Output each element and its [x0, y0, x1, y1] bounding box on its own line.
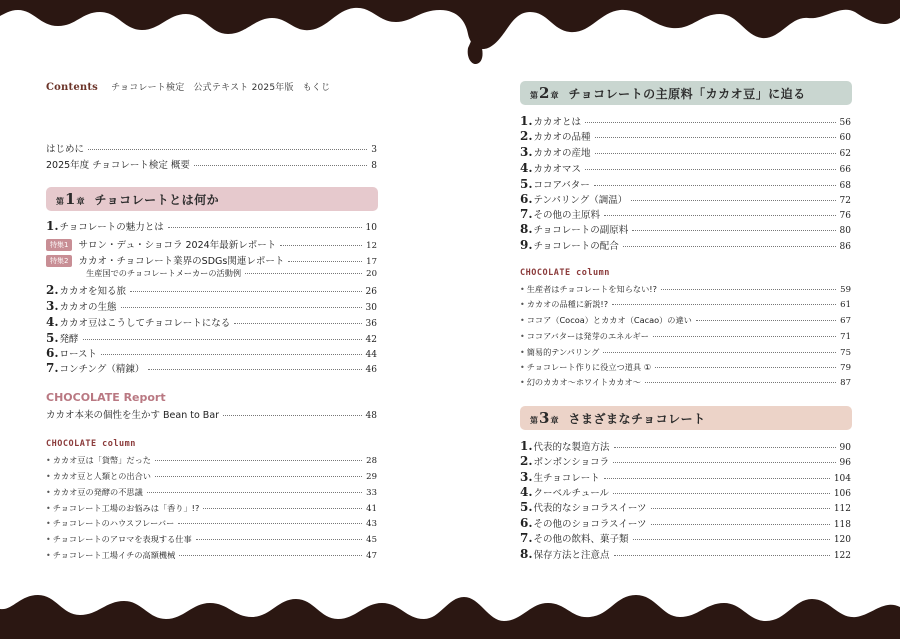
column-entry[interactable]: • カカオ豆と人類との出合い 29	[46, 471, 377, 482]
entry-title: カカオを知る旅	[59, 286, 127, 297]
entry-title: カカオとは	[533, 117, 582, 128]
entry-title: その他のショコラスイーツ	[533, 519, 647, 530]
entry-page: 30	[365, 303, 377, 313]
toc-entry[interactable]: 3. カカオの産地 62	[520, 145, 851, 159]
entry-title: カカオ豆はこうしてチョコレートになる	[59, 318, 231, 329]
entry-title: その他の主原料	[533, 210, 601, 221]
entry-page: 42	[365, 335, 377, 345]
entry-title: サロン・デュ・ショコラ 2024年最新レポート	[78, 240, 277, 251]
column-entry[interactable]: • チョコレート工場イチの高額機械 47	[46, 550, 377, 561]
toc-entry[interactable]: 3. 生チョコレート 104	[520, 470, 851, 484]
toc-entry[interactable]: 1. チョコレートの魅力とは 10	[46, 219, 377, 233]
entry-page: 112	[833, 504, 851, 514]
toc-entry[interactable]	[46, 157, 377, 171]
entry-page: 120	[833, 535, 851, 545]
entry-title: カカオ・チョコレート業界のSDGs関連レポート	[78, 256, 285, 267]
toc-entry[interactable]: 2. カカオを知る旅 26	[46, 283, 377, 297]
entry-page: 79	[840, 363, 851, 373]
toc-entry[interactable]: 8. チョコレートの副原料 80	[520, 222, 851, 236]
entry-title: 発酵	[59, 334, 79, 345]
entry-title: カカオの品種に新説!?	[526, 299, 609, 309]
entry-page: 8	[371, 161, 377, 171]
feature-tag: 特集1	[46, 239, 72, 251]
entry-page: 118	[833, 520, 851, 530]
entry-title: 保存方法と注意点	[533, 550, 610, 561]
column-entry[interactable]: • 生産者はチョコレートを知らない!? 59	[520, 284, 851, 295]
toc-entry[interactable]: 1. カカオとは 56	[520, 114, 851, 128]
entry-page: 106	[833, 489, 851, 499]
entry-title: テンパリング（調温）	[533, 195, 628, 206]
toc-entry[interactable]: 2. カカオの品種 60	[520, 129, 851, 143]
entry-title: 代表的な製造方法	[533, 442, 610, 453]
toc-entry[interactable]	[46, 253, 377, 268]
entry-title: ココア（Cocoa）とカカオ（Cacao）の違い	[526, 315, 692, 325]
entry-title: 2025年度 チョコレート検定 概要	[46, 160, 190, 171]
entry-title: ロースト	[59, 349, 98, 360]
toc-entry[interactable]: 5. 発酵 42	[46, 331, 377, 345]
entry-title: チョコレート作りに役立つ道具 ①	[526, 362, 652, 372]
entry-page: 72	[839, 196, 851, 206]
entry-title: カカオ豆と人類との出合い	[52, 471, 151, 481]
entry-page: 10	[365, 223, 377, 233]
entry-page: 41	[366, 504, 377, 514]
column-heading: CHOCOLATE column	[520, 268, 610, 278]
entry-title: ココアバターは発芽のエネルギー	[526, 331, 649, 341]
entry-page: 59	[840, 285, 851, 295]
entry-page: 12	[366, 241, 377, 251]
toc-entry[interactable]: 9. チョコレートの配合 86	[520, 238, 851, 252]
column-entry[interactable]: • チョコレートのハウスフレーバー 43	[46, 518, 377, 529]
entry-title: 代表的なショコラスイーツ	[533, 503, 647, 514]
toc-entry[interactable]: 7. その他の飲料、菓子類 120	[520, 531, 851, 545]
toc-entry[interactable]: 3. カカオの生態 30	[46, 299, 377, 313]
toc-entry[interactable]	[46, 407, 377, 421]
entry-page: 60	[839, 133, 851, 143]
entry-title: その他の飲料、菓子類	[533, 534, 629, 545]
entry-page: 48	[365, 411, 377, 421]
entry-title: 簡易的テンパリング	[526, 347, 600, 357]
entry-page: 122	[833, 551, 851, 561]
entry-page: 86	[839, 242, 851, 252]
entry-title: カカオ豆は「貨幣」だった	[52, 455, 151, 465]
entry-title: カカオマス	[533, 164, 582, 175]
entry-title: カカオの品種	[533, 132, 591, 143]
column-entry[interactable]: • カカオの品種に新説!? 61	[520, 299, 851, 310]
entry-page: 104	[833, 474, 851, 484]
entry-page: 46	[365, 365, 377, 375]
entry-title: チョコレートの副原料	[533, 225, 629, 236]
entry-page: 44	[365, 350, 377, 360]
toc-entry[interactable]	[46, 141, 377, 155]
toc-entry[interactable]: 5. ココアバター 68	[520, 177, 851, 191]
entry-page: 26	[365, 287, 377, 297]
column-entry[interactable]: • 簡易的テンパリング 75	[520, 347, 851, 358]
toc-entry[interactable]: 5. 代表的なショコラスイーツ 112	[520, 500, 851, 514]
entry-page: 68	[839, 181, 851, 191]
toc-entry[interactable]: 6. ロースト 44	[46, 346, 377, 360]
feature-tag: 特集2	[46, 255, 72, 267]
entry-page: 80	[839, 226, 851, 236]
entry-page: 76	[839, 211, 851, 221]
entry-title: カカオ豆の発酵の不思議	[52, 487, 143, 497]
report-heading: CHOCOLATE Report	[46, 391, 166, 404]
entry-page: 61	[840, 300, 851, 310]
column-entry[interactable]: • カカオ豆は「貨幣」だった 28	[46, 455, 377, 466]
book-title: チョコレート検定	[111, 83, 185, 93]
column-entry[interactable]: • ココアバターは発芽のエネルギー 71	[520, 331, 851, 342]
entry-title: チョコレートのハウスフレーバー	[52, 518, 175, 528]
entry-page: 96	[839, 458, 851, 468]
toc-entry[interactable]	[46, 237, 377, 252]
chapter-2-header: 第2章 チョコレートの主原料「カカオ豆」に迫る	[520, 81, 852, 105]
column-entry[interactable]: • ココア（Cocoa）とカカオ（Cacao）の違い 67	[520, 315, 851, 326]
entry-page: 45	[366, 535, 377, 545]
entry-title: 生産者はチョコレートを知らない!?	[526, 284, 657, 294]
chocolate-drip-bottom	[0, 559, 900, 639]
entry-page: 43	[366, 519, 377, 529]
toc-entry[interactable]: 4. クーベルチュール 106	[520, 485, 851, 499]
chapter-1-header: 第1章 チョコレートとは何か	[46, 187, 378, 211]
entry-title: チョコレート工場のお悩みは「香り」!?	[52, 503, 200, 513]
entry-page: 66	[839, 165, 851, 175]
entry-title: ボンボンショコラ	[533, 457, 610, 468]
toc-entry[interactable]: 6. テンパリング（調温） 72	[520, 192, 851, 206]
entry-page: 47	[366, 551, 377, 561]
toc-entry[interactable]	[86, 268, 377, 279]
entry-page: 90	[839, 443, 851, 453]
edition: 公式テキスト 2025年版	[193, 83, 294, 93]
toc-entry[interactable]: 7. その他の主原料 76	[520, 207, 851, 221]
entry-title: ココアバター	[533, 180, 590, 191]
mokuji-label: もくじ	[302, 83, 331, 93]
entry-page: 75	[840, 348, 851, 358]
entry-title: はじめに	[46, 144, 85, 155]
column-entry[interactable]: • チョコレート作りに役立つ道具 ① 79	[520, 362, 851, 373]
entry-page: 29	[366, 472, 377, 482]
entry-page: 3	[371, 145, 377, 155]
chapter-1-title: チョコレートとは何か	[94, 192, 220, 207]
chapter-3-title: さまざまなチョコレート	[568, 411, 706, 426]
entry-page: 17	[366, 257, 377, 267]
column-heading: CHOCOLATE column	[46, 439, 136, 449]
toc-entry[interactable]: 6. その他のショコラスイーツ 118	[520, 516, 851, 530]
entry-title: 生産国でのチョコレートメーカーの活動例	[86, 268, 242, 278]
entry-title: チョコレートの魅力とは	[59, 222, 164, 233]
toc-entry[interactable]: 7. コンチング（精錬） 46	[46, 361, 377, 375]
entry-page: 71	[840, 332, 851, 342]
entry-title: クーベルチュール	[533, 488, 610, 499]
toc-entry[interactable]: 4. カカオ豆はこうしてチョコレートになる 36	[46, 315, 377, 329]
entry-title: カカオ本来の個性を生かす Bean to Bar	[46, 410, 220, 421]
page-header	[46, 80, 336, 93]
entry-page: 20	[366, 269, 377, 279]
entry-page: 33	[366, 488, 377, 498]
toc-entry[interactable]: 2. ボンボンショコラ 96	[520, 454, 851, 468]
entry-title: チョコレートのアロマを表現する仕事	[52, 534, 192, 544]
chocolate-drip-top	[0, 0, 900, 75]
toc-entry[interactable]: 8. 保存方法と注意点 122	[520, 547, 851, 561]
entry-page: 67	[840, 316, 851, 326]
chapter-3-header: 第3章 さまざまなチョコレート	[520, 406, 852, 430]
toc-entry[interactable]: 4. カカオマス 66	[520, 161, 851, 175]
entry-title: 生チョコレート	[533, 473, 600, 484]
entry-title: 幻のカカオ〜ホワイトカカオ〜	[526, 377, 641, 387]
column-entry[interactable]: • カカオ豆の発酵の不思議 33	[46, 487, 377, 498]
column-entry[interactable]: • 幻のカカオ〜ホワイトカカオ〜 87	[520, 377, 851, 388]
entry-title: カカオの産地	[533, 148, 591, 159]
entry-page: 87	[840, 378, 851, 388]
entry-title: チョコレート工場イチの高額機械	[52, 550, 176, 560]
contents-label: Contents	[46, 82, 99, 93]
chapter-2-title: チョコレートの主原料「カカオ豆」に迫る	[568, 86, 806, 101]
entry-page: 36	[365, 319, 377, 329]
column-entry[interactable]: • チョコレート工場のお悩みは「香り」!? 41	[46, 503, 377, 514]
entry-title: カカオの生態	[59, 302, 117, 313]
entry-title: コンチング（精錬）	[59, 364, 145, 375]
toc-entry[interactable]: 1. 代表的な製造方法 90	[520, 439, 851, 453]
entry-page: 56	[839, 118, 851, 128]
entry-page: 62	[839, 149, 851, 159]
entry-page: 28	[366, 456, 377, 466]
entry-title: チョコレートの配合	[533, 241, 619, 252]
column-entry[interactable]: • チョコレートのアロマを表現する仕事 45	[46, 534, 377, 545]
